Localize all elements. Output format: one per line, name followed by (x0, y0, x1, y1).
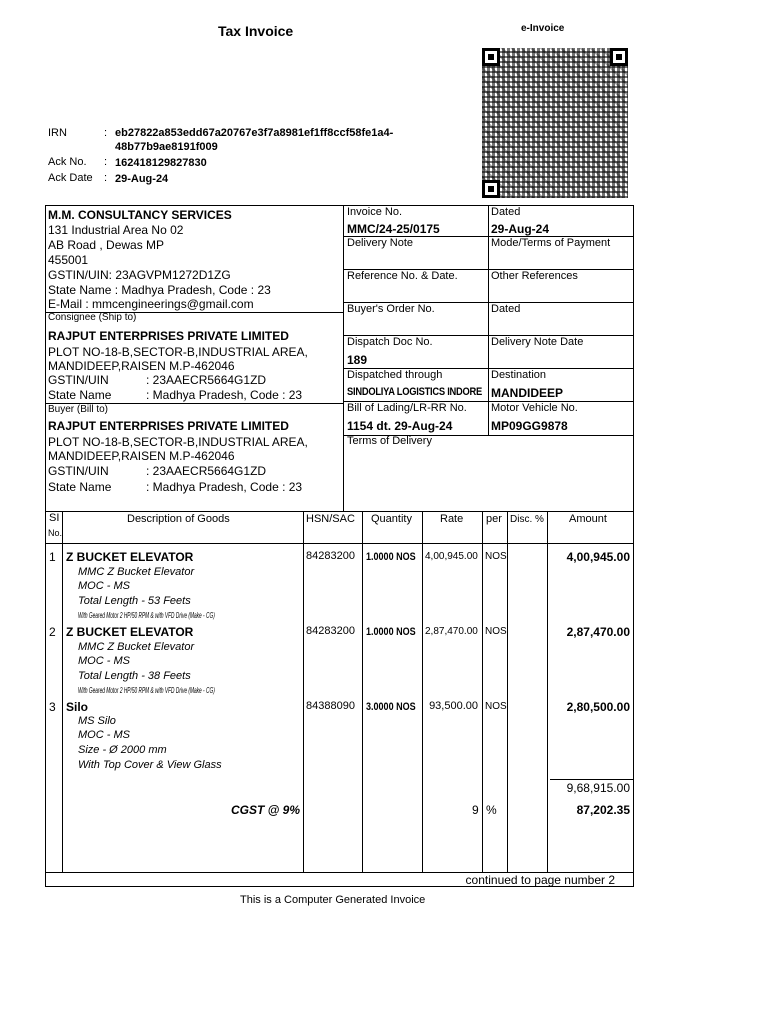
ack-no-value: 162418129827830 (115, 157, 207, 169)
col-amount: Amount (569, 513, 607, 525)
col-description: Description of Goods (127, 513, 230, 525)
buyer-name: RAJPUT ENTERPRISES PRIVATE LIMITED (48, 419, 289, 433)
item-3-amount: 2,80,500.00 (566, 700, 630, 714)
col-quantity: Quantity (371, 513, 412, 525)
item-2-desc-4: With Geared Motor 2 HP/50 RPM & with VFD Drive (Make - CG) (78, 686, 215, 695)
item-3-qty: 3.0000 NOS (366, 701, 416, 713)
item-3-rate: 93,500.00 (429, 700, 478, 712)
dispatched-through-label: Dispatched through (347, 369, 443, 381)
consignee-gstin-label: GSTIN/UIN (48, 373, 109, 387)
item-3-desc-4: With Top Cover & View Glass (78, 759, 222, 771)
ack-no-sep: : (104, 156, 108, 168)
item-2-si: 2 (49, 625, 56, 639)
item-1-qty: 1.0000 NOS (366, 551, 416, 563)
reference-label: Reference No. & Date. (347, 270, 458, 282)
item-2-per: NOS (485, 626, 507, 637)
consignee-heading: Consignee (Ship to) (48, 312, 137, 323)
consignee-address-2: MANDIDEEP,RAISEN M.P-462046 (48, 359, 235, 373)
item-1-desc-4: With Geared Motor 2 HP/50 RPM & with VFD Drive (Make - CG) (78, 611, 215, 620)
col-per: per (486, 513, 502, 525)
footer-note: This is a Computer Generated Invoice (240, 894, 426, 906)
consignee-state-label: State Name (48, 388, 112, 402)
item-2-amount: 2,87,470.00 (566, 625, 630, 639)
buyer-address-1: PLOT NO-18-B,SECTOR-B,INDUSTRIAL AREA, (48, 435, 308, 449)
delivery-note-label: Delivery Note (347, 237, 414, 249)
item-3-desc-1: MS Silo (78, 715, 116, 727)
item-3-hsn: 84388090 (306, 700, 355, 712)
item-2-hsn: 84283200 (306, 625, 355, 637)
dated-value: 29-Aug-24 (491, 222, 550, 236)
item-1-name: Z BUCKET ELEVATOR (66, 550, 194, 564)
other-references-label: Other References (491, 270, 578, 282)
invoice-no-value: MMC/24-25/0175 (347, 222, 440, 236)
bill-of-lading-value: 1154 dt. 29-Aug-24 (347, 419, 453, 433)
ack-date-label: Ack Date (48, 172, 93, 184)
buyer-address-2: MANDIDEEP,RAISEN M.P-462046 (48, 449, 235, 463)
subtotal-rule (550, 779, 634, 780)
buyer-gstin-label: GSTIN/UIN (48, 464, 109, 478)
consignee-name: RAJPUT ENTERPRISES PRIVATE LIMITED (48, 329, 289, 343)
ack-no-label: Ack No. (48, 156, 87, 168)
item-3-desc-2: MOC - MS (78, 729, 130, 741)
item-1-desc-1: MMC Z Bucket Elevator (78, 566, 195, 578)
item-3-per: NOS (485, 701, 507, 712)
seller-email: E-Mail : mmcengineerings@gmail.com (48, 297, 254, 311)
col-hsn: HSN/SAC (306, 513, 355, 525)
dated-label: Dated (491, 206, 521, 218)
consignee-gstin-value: : 23AAECR5664G1ZD (146, 373, 267, 387)
buyer-gstin-value: : 23AAECR5664G1ZD (146, 464, 267, 478)
destination-value: MANDIDEEP (491, 386, 564, 400)
dispatched-through-value: SINDOLIYA LOGISTICS INDORE (347, 386, 483, 398)
invoice-no-label: Invoice No. (347, 206, 403, 218)
item-2-desc-3: Total Length - 38 Feets (78, 670, 191, 682)
buyers-order-label: Buyer's Order No. (347, 303, 435, 315)
ack-date-sep: : (104, 172, 108, 184)
dated2-label: Dated (491, 303, 521, 315)
page-title: Tax Invoice (218, 23, 294, 39)
tax-rate: 9 (472, 803, 479, 817)
item-1-per: NOS (485, 551, 507, 562)
item-1-hsn: 84283200 (306, 550, 355, 562)
tax-label: CGST @ 9% (230, 803, 300, 817)
item-2-rate: 2,87,470.00 (425, 626, 478, 637)
item-1-rate: 4,00,945.00 (425, 551, 478, 562)
ack-date-value: 29-Aug-24 (115, 173, 169, 185)
continued-note: continued to page number 2 (465, 873, 615, 887)
irn-value-2: 48b77b9ae8191f009 (115, 141, 218, 153)
item-1-si: 1 (49, 550, 56, 564)
col-disc: Disc. % (510, 514, 544, 525)
col-si-1: SI (49, 512, 60, 524)
seller-address-3: 455001 (48, 253, 89, 267)
item-3-name: Silo (66, 700, 89, 714)
item-1-amount: 4,00,945.00 (566, 550, 630, 564)
item-2-desc-2: MOC - MS (78, 655, 130, 667)
irn-sep: : (104, 127, 108, 139)
irn-value-1: eb27822a853edd67a20767e3f7a8981ef1ff8ccf58fe1a4- (115, 127, 394, 139)
destination-label: Destination (491, 369, 547, 381)
seller-state: State Name : Madhya Pradesh, Code : 23 (48, 283, 271, 297)
seller-gstin: GSTIN/UIN: 23AGVPM1272D1ZG (48, 268, 231, 282)
einvoice-label: e-Invoice (521, 23, 565, 34)
consignee-address-1: PLOT NO-18-B,SECTOR-B,INDUSTRIAL AREA, (48, 345, 308, 359)
dispatch-doc-label: Dispatch Doc No. (347, 336, 433, 348)
seller-name: M.M. CONSULTANCY SERVICES (48, 208, 232, 222)
tax-amount: 87,202.35 (576, 803, 630, 817)
irn-label: IRN (48, 127, 67, 139)
item-2-qty: 1.0000 NOS (366, 626, 416, 638)
motor-vehicle-label: Motor Vehicle No. (491, 402, 578, 414)
col-si-2: No. (48, 528, 63, 538)
mode-terms-label: Mode/Terms of Payment (491, 237, 611, 249)
dispatch-doc-value: 189 (347, 353, 368, 367)
delivery-note-date-label: Delivery Note Date (491, 336, 584, 348)
item-2-desc-1: MMC Z Bucket Elevator (78, 641, 195, 653)
consignee-state-value: : Madhya Pradesh, Code : 23 (146, 388, 303, 402)
terms-of-delivery-label: Terms of Delivery (347, 435, 432, 447)
item-3-si: 3 (49, 700, 56, 714)
seller-address-2: AB Road , Dewas MP (48, 238, 165, 252)
item-1-desc-3: Total Length - 53 Feets (78, 595, 191, 607)
buyer-heading: Buyer (Bill to) (48, 404, 109, 415)
buyer-state-value: : Madhya Pradesh, Code : 23 (146, 480, 303, 494)
subtotal-amount: 9,68,915.00 (566, 781, 630, 795)
item-1-desc-2: MOC - MS (78, 580, 130, 592)
col-rate: Rate (440, 513, 464, 525)
tax-per: % (486, 803, 497, 817)
motor-vehicle-value: MP09GG9878 (491, 419, 568, 433)
item-3-desc-3: Size - Ø 2000 mm (78, 744, 167, 756)
bill-of-lading-label: Bill of Lading/LR-RR No. (347, 402, 467, 414)
item-2-name: Z BUCKET ELEVATOR (66, 625, 194, 639)
buyer-state-label: State Name (48, 480, 112, 494)
seller-address-1: 131 Industrial Area No 02 (48, 223, 184, 237)
qr-code-icon (482, 48, 628, 198)
